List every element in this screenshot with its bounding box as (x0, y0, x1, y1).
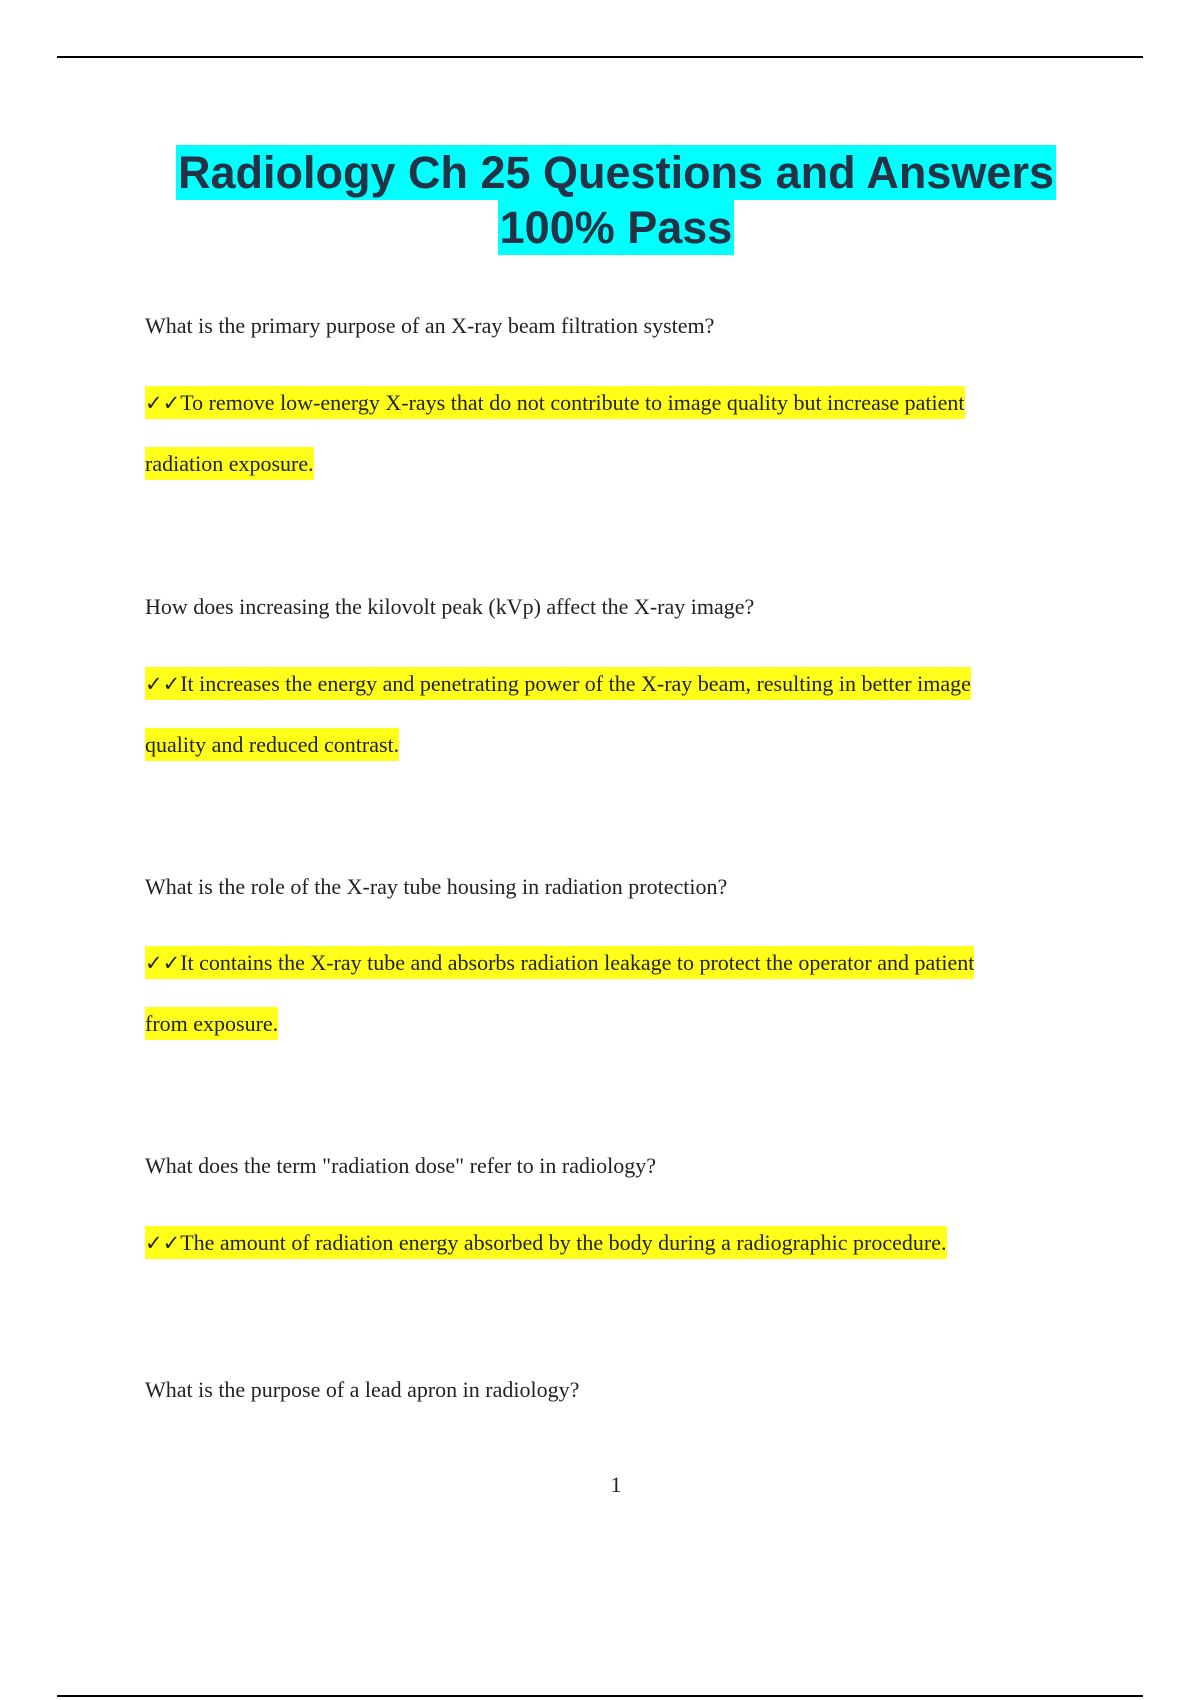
answer-2-line-1: It increases the energy and penetrating power of the X-ray beam, resulting in better image (180, 671, 971, 696)
question-2: How does increasing the kilovolt peak (kVp) affect the X-ray image? (145, 594, 755, 619)
answer-2-line-2: quality and reduced contrast. (145, 732, 400, 757)
answer-3-line-2: from exposure. (145, 1011, 279, 1036)
check-icon: ✓✓ (145, 1231, 181, 1255)
header-rule (57, 56, 1143, 58)
footer-rule (57, 1695, 1143, 1697)
question-3: What is the role of the X-ray tube housing in radiation protection? (145, 874, 728, 899)
check-icon: ✓✓ (145, 391, 181, 415)
answer-1 (145, 390, 965, 512)
title-line-2: 100% Pass (499, 202, 733, 253)
answer-3 (145, 950, 974, 1072)
question-4: What does the term "radiation dose" refer to in radiology? (145, 1153, 656, 1178)
document-title (0, 145, 1200, 255)
page-number: 1 (610, 1472, 622, 1497)
answer-4 (145, 1230, 947, 1291)
answer-1-line-2: radiation exposure. (145, 451, 314, 476)
title-line-1: Radiology Ch 25 Questions and Answers (177, 147, 1054, 198)
check-icon: ✓✓ (145, 672, 181, 696)
question-1: What is the primary purpose of an X-ray beam filtration system? (145, 313, 715, 338)
answer-2 (145, 671, 971, 793)
answer-4-line-1: The amount of radiation energy absorbed by the body during a radiographic procedure. (180, 1230, 947, 1255)
question-5: What is the purpose of a lead apron in radiology? (145, 1377, 580, 1402)
answer-1-line-1: To remove low-energy X-rays that do not contribute to image quality but increase patient (180, 390, 965, 415)
answer-3-line-1: It contains the X-ray tube and absorbs radiation leakage to protect the operator and patient (180, 950, 975, 975)
check-icon: ✓✓ (145, 951, 181, 975)
